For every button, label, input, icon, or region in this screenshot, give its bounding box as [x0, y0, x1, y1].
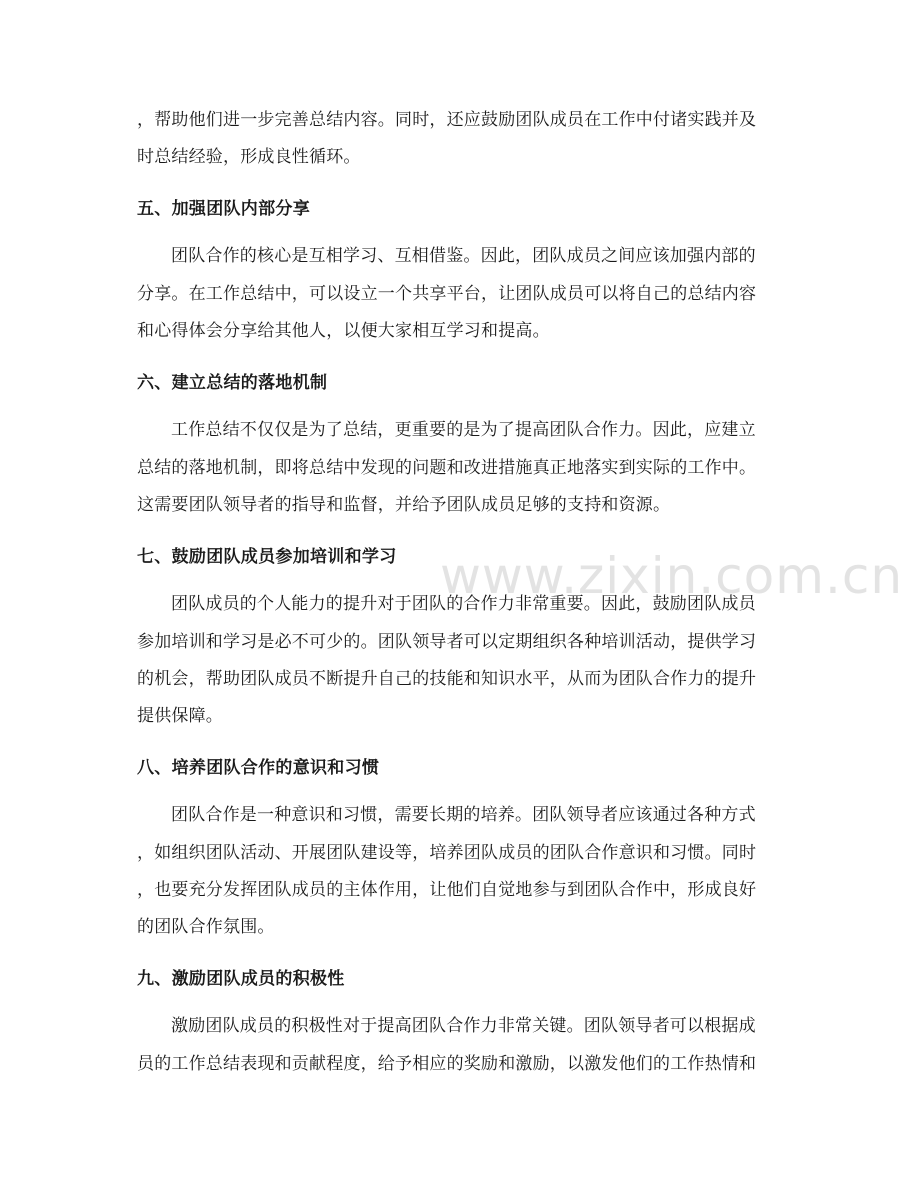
paragraph-line: 提供保障。: [137, 706, 223, 726]
paragraph-line: ，如组织团队活动、开展团队建设等，培养团队成员的团队合作意识和习惯。同时: [137, 843, 757, 863]
paragraph-line: ，帮助他们进一步完善总结内容。同时，还应鼓励团队成员在工作中付诸实践并及: [137, 110, 757, 130]
paragraph-line: 工作总结不仅仅是为了总结，更重要的是为了提高团队合作力。因此，应建立: [171, 420, 756, 440]
paragraph-line: 时总结经验，形成良性循环。: [137, 147, 361, 167]
paragraph-line: 分享。在工作总结中，可以设立一个共享平台，让团队成员可以将自己的总结内容: [137, 284, 757, 304]
paragraph-line: 参加培训和学习是必不可少的。团队领导者可以定期组织各种培训活动，提供学习: [137, 632, 757, 652]
paragraph-line: 员的工作总结表现和贡献程度，给予相应的奖励和激励，以激发他们的工作热情和: [137, 1054, 757, 1074]
paragraph-line: 激励团队成员的积极性对于提高团队合作力非常关键。团队领导者可以根据成: [171, 1016, 756, 1036]
paragraph-line: 团队合作的核心是互相学习、互相借鉴。因此，团队成员之间应该加强内部的: [171, 246, 756, 266]
paragraph-line: 的团队合作氛围。: [137, 917, 275, 937]
section-heading: 六、建立总结的落地机制: [137, 373, 328, 393]
section-heading: 五、加强团队内部分享: [137, 199, 310, 219]
section-heading: 八、培养团队合作的意识和习惯: [137, 758, 380, 778]
paragraph-line: 团队成员的个人能力的提升对于团队的合作力非常重要。因此，鼓励团队成员: [171, 594, 756, 614]
paragraph-line: 这需要团队领导者的指导和监督，并给予团队成员足够的支持和资源。: [137, 495, 671, 515]
paragraph-line: 和心得体会分享给其他人，以便大家相互学习和提高。: [137, 321, 550, 341]
watermark: www.zixin.com.cn: [440, 547, 904, 605]
paragraph-line: 总结的落地机制，即将总结中发现的问题和改进措施真正地落实到实际的工作中。: [137, 458, 757, 478]
section-heading: 七、鼓励团队成员参加培训和学习: [137, 547, 397, 567]
paragraph-line: ，也要充分发挥团队成员的主体作用，让他们自觉地参与到团队合作中，形成良好: [137, 880, 757, 900]
section-heading: 九、激励团队成员的积极性: [137, 969, 345, 989]
paragraph-line: 的机会，帮助团队成员不断提升自己的技能和知识水平，从而为团队合作力的提升: [137, 669, 757, 689]
paragraph-line: 团队合作是一种意识和习惯，需要长期的培养。团队领导者应该通过各种方式: [171, 805, 756, 825]
